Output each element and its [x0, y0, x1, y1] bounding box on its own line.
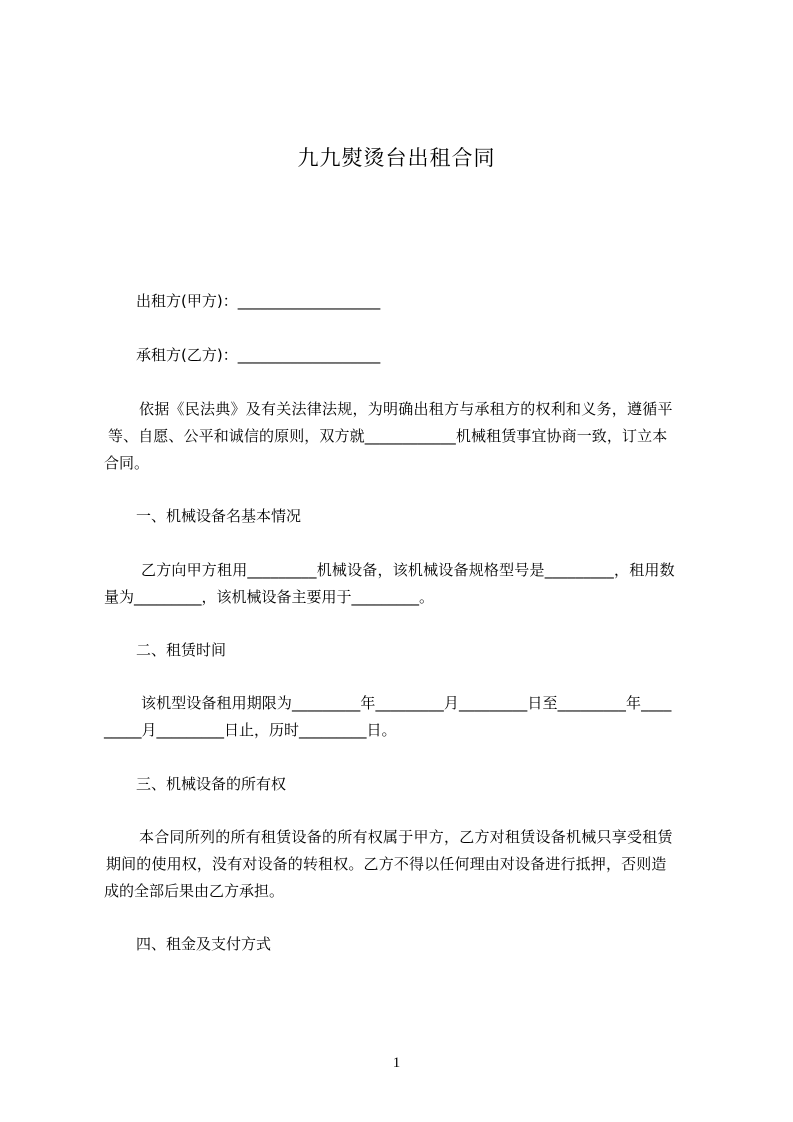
section-2-line-1: 该机型设备租用期限为_________年_________月_________日至_________年____ — [141, 694, 672, 712]
section-3-line-1: 本合同所列的所有租赁设备的所有权属于甲方，乙方对租赁设备机械只享受租赁 — [139, 828, 673, 846]
lessee-line: 承租方(乙方)：___________________ — [136, 346, 381, 364]
page-number: 1 — [392, 1055, 401, 1071]
section-3-line-2: 期间的使用权，没有对设备的转租权。乙方不得以任何理由对设备进行抵押，否则造 — [106, 855, 667, 873]
section-2-line-2: _____月_________日止，历时_________日。 — [104, 721, 397, 739]
preamble-line-1: 依据《民法典》及有关法律法规，为明确出租方与承租方的权利和义务，遵循平 — [139, 400, 673, 418]
lessor-line: 出租方(甲方)：___________________ — [136, 292, 381, 310]
preamble-line-2: 等、自愿、公平和诚信的原则，双方就____________机械租赁事宜协商一致，订立本 — [108, 427, 668, 445]
section-1-line-1: 乙方向甲方租用_________机械设备，该机械设备规格型号是_________，租用数 — [141, 561, 675, 579]
section-1-heading: 一、机械设备名基本情况 — [136, 507, 302, 525]
section-1-line-2: 量为_________，该机械设备主要用于_________。 — [104, 588, 435, 606]
document-title: 九九熨烫台出租合同 — [297, 146, 496, 170]
section-3-line-3: 成的全部后果由乙方承担。 — [104, 882, 285, 900]
section-4-heading: 四、租金及支付方式 — [136, 935, 272, 953]
section-2-heading: 二、租赁时间 — [136, 641, 227, 659]
section-3-heading: 三、机械设备的所有权 — [136, 775, 287, 793]
preamble-line-3: 合同。 — [104, 454, 150, 472]
